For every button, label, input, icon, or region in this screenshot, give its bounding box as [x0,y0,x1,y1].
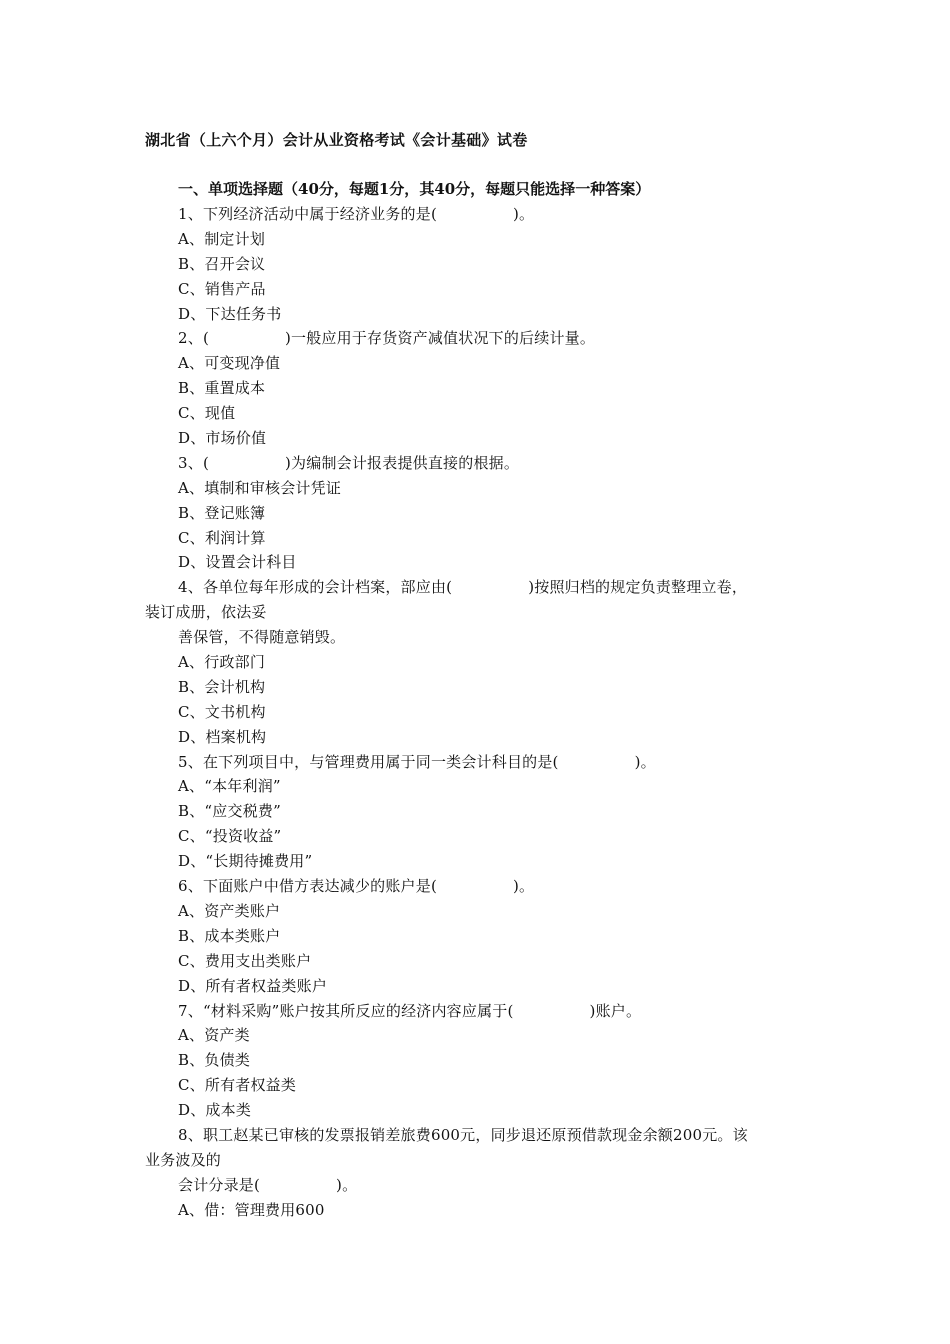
answer-option: B、召开会议 [178,254,266,273]
text-line: 善保管，不得随意销毁。 [178,628,346,647]
text-line: 会计分录是( )。 [178,1175,358,1194]
question-stem: 4、各单位每年形成的会计档案，部应由( )按照归档的规定负责整理立卷， [178,578,748,597]
question-stem: 8、职工赵某已审核的发票报销差旅费600元，同步退还原预借款现金余额200元。该 [178,1125,748,1144]
answer-option: A、制定计划 [178,229,266,248]
question-stem: 1、下列经济活动中属于经济业务的是( )。 [178,205,535,223]
question-stem: 2、( )一般应用于存货资产减值状况下的后续计量。 [178,329,596,348]
answer-option: D、“长期待摊费用” [178,852,313,871]
answer-option: B、重置成本 [178,379,266,398]
answer-option: D、所有者权益类账户 [178,976,328,995]
question-stem: 7、“材料采购”账户按其所反应的经济内容应属于( )账户。 [178,1001,642,1020]
answer-option: C、现值 [178,404,236,423]
answer-option: A、资产类账户 [178,901,281,920]
answer-option: D、设置会计科目 [178,553,297,572]
answer-option: C、“投资收益” [178,827,282,846]
answer-option: B、负债类 [178,1051,251,1070]
question-stem: 3、( )为编制会计报表提供直接的根据。 [178,453,520,472]
question-stem: 6、下面账户中借方表达减少的账户是( )。 [178,877,535,896]
answer-option: C、费用支出类账户 [178,951,312,970]
question-stem: 5、在下列项目中，与管理费用属于同一类会计科目的是( )。 [178,752,656,771]
answer-option: C、销售产品 [178,279,266,298]
document-title: 湖北省（上六个月）会计从业资格考试《会计基础》试卷 [145,131,528,149]
answer-option: A、填制和审核会计凭证 [178,478,342,497]
section-heading: 一、单项选择题（40分，每题1分，其40分，每题只能选择一种答案） [178,180,651,198]
answer-option: D、市场价值 [178,429,267,448]
answer-option: C、利润计算 [178,528,266,547]
answer-option: B、登记账簿 [178,503,266,522]
text-line: 业务波及的 [145,1150,222,1169]
answer-option: B、成本类账户 [178,926,281,945]
answer-option: B、“应交税费” [178,802,281,821]
answer-option: A、可变现净值 [178,354,281,373]
text-line: 装订成册，依法妥 [145,603,267,622]
answer-option: A、借：管理费用600 [178,1200,325,1219]
answer-option: C、所有者权益类 [178,1076,297,1095]
answer-option: D、下达任务书 [178,304,282,323]
answer-option: D、成本类 [178,1101,252,1120]
answer-option: C、文书机构 [178,702,266,721]
answer-option: D、档案机构 [178,727,267,746]
answer-option: A、“本年利润” [178,777,281,796]
answer-option: A、行政部门 [178,653,266,672]
question-list [0,202,950,1223]
answer-option: B、会计机构 [178,677,266,696]
answer-option: A、资产类 [178,1026,250,1045]
